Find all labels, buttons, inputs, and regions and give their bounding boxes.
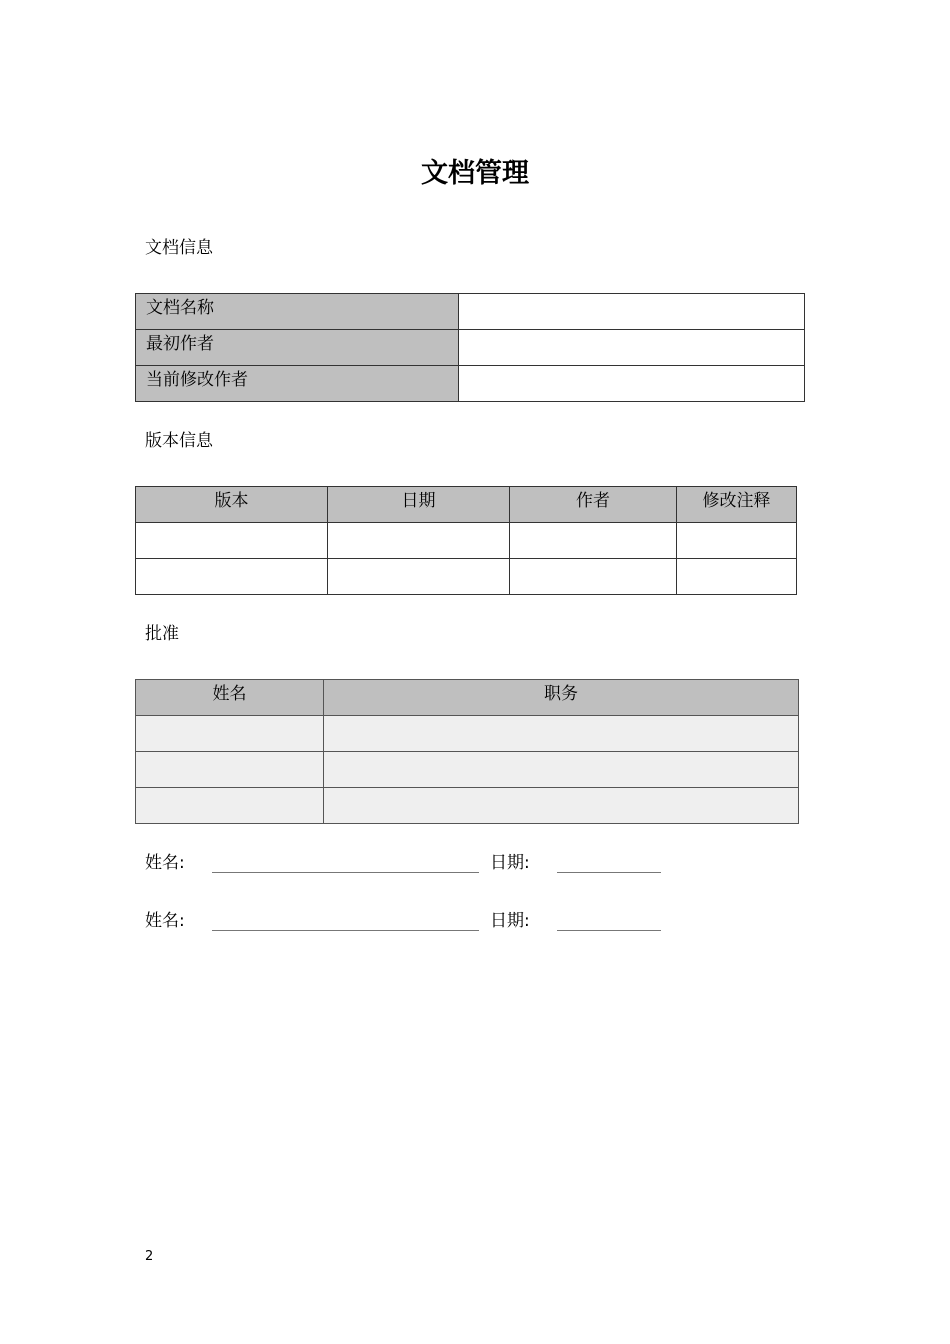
approver-position-cell[interactable] [324,716,799,752]
table-header-row [136,680,799,716]
date-cell[interactable] [328,559,510,595]
original-author-label: 最初作者 [136,330,459,366]
column-header-position: 职务 [324,680,799,716]
version-table [135,486,797,595]
approver-name-cell[interactable] [136,788,324,824]
approver-position-cell[interactable] [324,752,799,788]
page-number: 2 [145,1249,154,1264]
table-row [136,294,805,330]
column-header-change-notes: 修改注释 [677,487,797,523]
approver-name-cell[interactable] [136,752,324,788]
version-cell[interactable] [136,523,328,559]
table-row [136,366,805,402]
signature-date-line[interactable] [557,930,661,931]
version-info-heading: 版本信息 [145,431,213,451]
table-row [136,559,797,595]
doc-info-table [135,293,805,402]
current-editor-value[interactable] [459,366,805,402]
doc-info-heading: 文档信息 [145,238,213,258]
table-header-row [136,487,797,523]
table-row [136,330,805,366]
signature-name-label: 姓名: [145,853,185,873]
column-header-date: 日期 [328,487,510,523]
change-notes-cell[interactable] [677,523,797,559]
signature-name-line[interactable] [212,930,479,931]
original-author-value[interactable] [459,330,805,366]
signature-date-label: 日期: [490,911,530,931]
table-row [136,523,797,559]
table-row [136,716,799,752]
column-header-name: 姓名 [136,680,324,716]
column-header-author: 作者 [510,487,677,523]
doc-name-label: 文档名称 [136,294,459,330]
approval-heading: 批准 [145,624,179,644]
current-editor-label: 当前修改作者 [136,366,459,402]
page-title: 文档管理 [421,158,529,189]
approver-position-cell[interactable] [324,788,799,824]
date-cell[interactable] [328,523,510,559]
version-cell[interactable] [136,559,328,595]
table-row [136,788,799,824]
author-cell[interactable] [510,559,677,595]
doc-name-value[interactable] [459,294,805,330]
signature-name-label: 姓名: [145,911,185,931]
column-header-version: 版本 [136,487,328,523]
author-cell[interactable] [510,523,677,559]
table-row [136,752,799,788]
approver-name-cell[interactable] [136,716,324,752]
signature-date-label: 日期: [490,853,530,873]
change-notes-cell[interactable] [677,559,797,595]
signature-name-line[interactable] [212,872,479,873]
approval-table [135,679,799,824]
signature-date-line[interactable] [557,872,661,873]
